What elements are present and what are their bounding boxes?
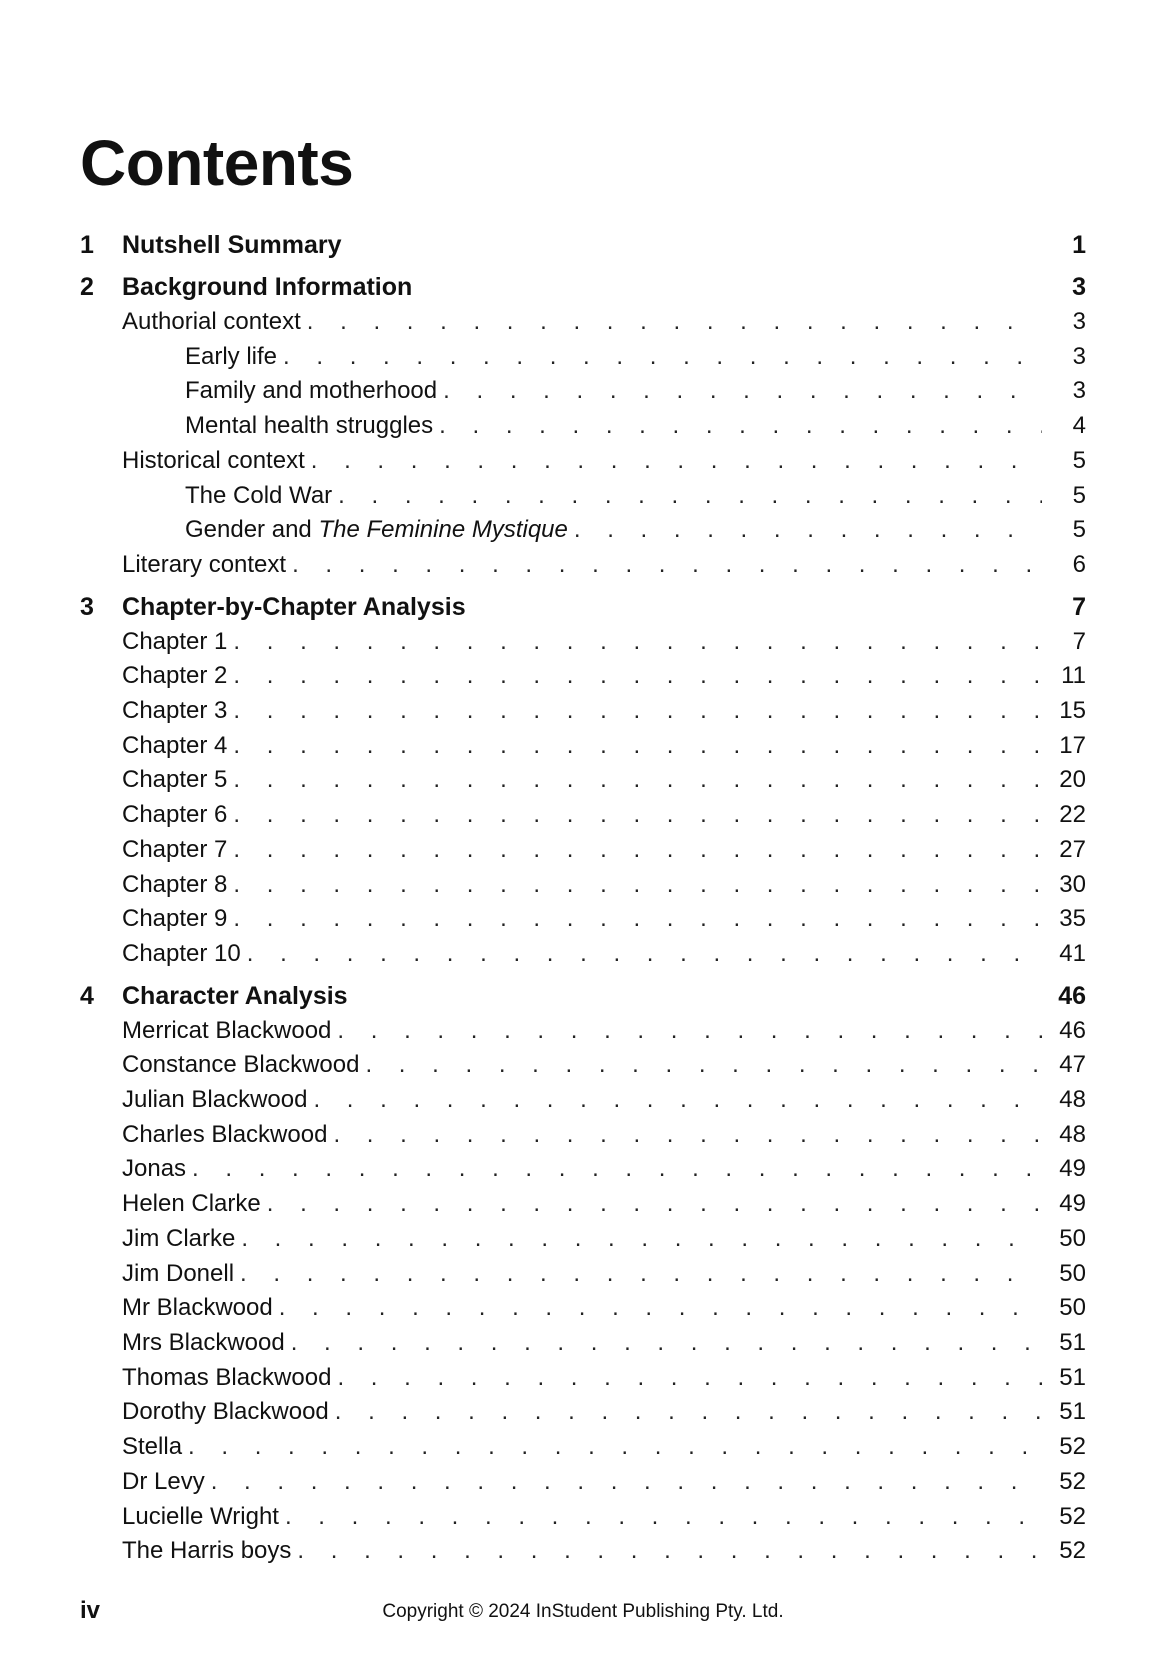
dot-leader [233, 798, 1042, 833]
toc-section-heading[interactable] [80, 590, 1086, 625]
entry-label-text: The Harris boys [122, 1537, 292, 1565]
entry-page-number: 3 [1072, 342, 1086, 370]
toc-entry[interactable] [80, 1465, 1086, 1500]
entry-label [122, 1430, 182, 1465]
entry-label-text: Jonas [122, 1155, 187, 1183]
dot-leader [192, 1152, 1042, 1187]
entry-label-text: Jim Donell [122, 1259, 235, 1287]
dot-leader [211, 1465, 1042, 1500]
entry-page-number: 35 [1059, 905, 1086, 933]
toc-entry[interactable] [80, 548, 1086, 583]
toc-entry[interactable] [80, 513, 1086, 548]
entry-page-number: 11 [1061, 662, 1086, 690]
entry-label [122, 625, 227, 660]
section-page-number: 7 [1072, 592, 1086, 621]
entry-label-text: Chapter 3 [122, 697, 228, 725]
entry-page-number: 7 [1072, 627, 1086, 655]
entry-label [122, 868, 227, 903]
entry-label-text: Chapter 2 [122, 662, 228, 690]
toc-entry[interactable] [80, 729, 1086, 764]
entry-label [122, 763, 227, 798]
dot-leader [188, 1430, 1042, 1465]
entry-label-text: Authorial context [122, 308, 301, 335]
entry-label-italic: The Feminine Mystique [318, 516, 568, 544]
dot-leader [311, 444, 1042, 479]
entry-label-text: Chapter 7 [122, 835, 228, 863]
page-folio: iv [80, 1597, 101, 1624]
entry-label [122, 1187, 261, 1222]
entry-label-text: Thomas Blackwood [122, 1363, 332, 1391]
entry-label-text: Family and motherhood [185, 377, 438, 405]
entry-label [122, 444, 305, 479]
entry-label [122, 1361, 331, 1396]
toc-entry[interactable] [80, 1395, 1086, 1430]
page-title: Contents [80, 127, 354, 199]
toc-section-heading[interactable] [80, 228, 1086, 263]
entry-label [122, 1291, 273, 1326]
entry-label [122, 1014, 331, 1049]
toc-entry[interactable] [80, 833, 1086, 868]
toc-entry[interactable] [80, 1291, 1086, 1326]
entry-label-text: Mental health struggles [185, 412, 434, 440]
entry-page-number: 17 [1059, 731, 1086, 759]
dot-leader [240, 1257, 1042, 1292]
entry-label-text: Constance Blackwood [122, 1051, 360, 1079]
entry-label [122, 1222, 235, 1257]
toc-entry[interactable] [80, 340, 1086, 375]
entry-label [122, 1083, 307, 1118]
toc-entry[interactable] [80, 1152, 1086, 1187]
entry-label [185, 513, 568, 548]
entry-label-text: Merricat Blackwood [122, 1016, 332, 1044]
entry-page-number: 46 [1059, 1016, 1086, 1044]
dot-leader [233, 833, 1042, 868]
toc-entry[interactable] [80, 763, 1086, 798]
entry-page-number: 51 [1059, 1328, 1086, 1356]
dot-leader [233, 659, 1042, 694]
entry-page-number: 52 [1059, 1467, 1086, 1495]
dot-leader [233, 868, 1042, 903]
toc-entry[interactable] [80, 868, 1086, 903]
entry-label [122, 1500, 279, 1535]
toc-entry[interactable] [80, 1083, 1086, 1118]
section-page-number: 1 [1072, 231, 1086, 259]
entry-page-number: 4 [1072, 412, 1086, 440]
entry-label-text: Lucielle Wright [122, 1502, 279, 1530]
entry-label-text: Mrs Blackwood [122, 1328, 285, 1356]
toc-section-heading[interactable] [80, 270, 1086, 305]
entry-page-number: 51 [1059, 1363, 1086, 1391]
section-page-number: 3 [1072, 273, 1086, 301]
entry-page-number: 52 [1059, 1537, 1086, 1565]
toc-entry[interactable] [80, 479, 1086, 514]
entry-label [122, 1465, 205, 1500]
toc-entry[interactable] [80, 1326, 1086, 1361]
section-number: 2 [80, 273, 94, 301]
entry-label [122, 729, 227, 764]
entry-label-text: Chapter 4 [122, 731, 228, 759]
entry-page-number: 3 [1072, 308, 1086, 335]
dot-leader [335, 1395, 1042, 1430]
entry-label [122, 937, 241, 972]
entry-label-text: The Cold War [185, 481, 333, 509]
entry-label [122, 1152, 186, 1187]
entry-label [122, 1257, 234, 1292]
entry-label [122, 1326, 285, 1361]
entry-page-number: 22 [1059, 801, 1086, 829]
toc-entry[interactable] [80, 1048, 1086, 1083]
dot-leader [443, 374, 1042, 409]
entry-page-number: 5 [1072, 446, 1086, 474]
entry-page-number: 47 [1059, 1051, 1086, 1079]
entry-label [122, 902, 227, 937]
dot-leader [337, 1361, 1042, 1396]
toc-entry[interactable] [80, 305, 1086, 340]
dot-leader [291, 1326, 1042, 1361]
toc-entry[interactable] [80, 1014, 1086, 1049]
entry-page-number: 49 [1059, 1190, 1086, 1218]
dot-leader [338, 479, 1042, 514]
dot-leader [365, 1048, 1042, 1083]
entry-label-text: Early life [185, 342, 278, 370]
entry-label [122, 305, 301, 340]
entry-label [122, 798, 227, 833]
entry-label-text: Chapter 5 [122, 766, 228, 794]
toc-entry[interactable] [80, 694, 1086, 729]
dot-leader [337, 1014, 1042, 1049]
entry-page-number: 5 [1072, 481, 1086, 509]
entry-label-text: Chapter 10 [122, 939, 241, 967]
entry-label [122, 833, 227, 868]
entry-label-text: Historical context [122, 446, 305, 474]
table-of-contents [80, 228, 1086, 1569]
entry-label [185, 479, 332, 514]
entry-label-text: Chapter 6 [122, 801, 228, 829]
entry-page-number: 49 [1059, 1155, 1086, 1183]
dot-leader [267, 1187, 1042, 1222]
toc-entry[interactable] [80, 1430, 1086, 1465]
entry-label [122, 1395, 329, 1430]
entry-page-number: 51 [1059, 1398, 1086, 1426]
toc-entry[interactable] [80, 1534, 1086, 1569]
page-footer [80, 1597, 1086, 1627]
toc-entry[interactable] [80, 1500, 1086, 1535]
toc-entry[interactable] [80, 625, 1086, 660]
dot-leader [292, 548, 1042, 583]
toc-entry[interactable] [80, 798, 1086, 833]
entry-page-number: 27 [1059, 835, 1086, 863]
toc-entry[interactable] [80, 1361, 1086, 1396]
entry-page-number: 48 [1059, 1120, 1086, 1148]
section-title: Nutshell Summary [122, 231, 342, 259]
entry-page-number: 48 [1059, 1086, 1086, 1114]
dot-leader [313, 1083, 1042, 1118]
dot-leader [233, 902, 1042, 937]
entry-label-text: Chapter 1 [122, 627, 228, 655]
entry-page-number: 15 [1059, 697, 1086, 725]
entry-page-number: 3 [1072, 377, 1086, 405]
entry-page-number: 52 [1059, 1433, 1086, 1461]
entry-label-text: Gender and [185, 516, 319, 544]
entry-label [122, 548, 286, 583]
toc-entry[interactable] [80, 1257, 1086, 1292]
dot-leader [233, 625, 1042, 660]
section-number: 1 [80, 231, 94, 259]
entry-label-text: Chapter 8 [122, 870, 228, 898]
entry-label [185, 409, 433, 444]
entry-page-number: 52 [1059, 1502, 1086, 1530]
entry-label [185, 340, 277, 375]
section-number: 3 [80, 592, 94, 621]
entry-label-text: Chapter 9 [122, 905, 228, 933]
dot-leader [333, 1118, 1042, 1153]
entry-page-number: 5 [1072, 516, 1086, 544]
entry-page-number: 20 [1059, 766, 1086, 794]
entry-label [185, 374, 437, 409]
entry-label [122, 1534, 291, 1569]
dot-leader [285, 1500, 1042, 1535]
entry-label-text: Jim Clarke [122, 1224, 236, 1252]
section-title: Background Information [122, 273, 413, 301]
entry-page-number: 41 [1059, 939, 1086, 967]
entry-label [122, 694, 227, 729]
dot-leader [279, 1291, 1042, 1326]
toc-entry[interactable] [80, 409, 1086, 444]
toc-entry[interactable] [80, 902, 1086, 937]
entry-label-text: Charles Blackwood [122, 1120, 328, 1148]
dot-leader [233, 694, 1042, 729]
entry-label-text: Stella [122, 1433, 183, 1461]
dot-leader [297, 1534, 1042, 1569]
entry-label-text: Literary context [122, 550, 287, 578]
toc-entry[interactable] [80, 1187, 1086, 1222]
section-page-number: 46 [1058, 981, 1086, 1010]
dot-leader [233, 763, 1042, 798]
toc-entry[interactable] [80, 1222, 1086, 1257]
entry-label [122, 1048, 359, 1083]
entry-page-number: 50 [1059, 1224, 1086, 1252]
entry-label [122, 659, 227, 694]
toc-entry[interactable] [80, 1118, 1086, 1153]
toc-entry[interactable] [80, 659, 1086, 694]
entry-label-text: Julian Blackwood [122, 1086, 308, 1114]
entry-label-text: Dorothy Blackwood [122, 1398, 329, 1426]
toc-section-heading[interactable] [80, 979, 1086, 1014]
copyright-notice: Copyright © 2024 InStudent Publishing Pty. Ltd. [382, 1601, 784, 1622]
entry-label [122, 1118, 327, 1153]
entry-label-text: Dr Levy [122, 1467, 205, 1495]
entry-label-text: Helen Clarke [122, 1190, 261, 1218]
dot-leader [283, 340, 1042, 375]
toc-entry[interactable] [80, 937, 1086, 972]
entry-page-number: 50 [1059, 1259, 1086, 1287]
dot-leader [439, 409, 1042, 444]
dot-leader [574, 513, 1042, 548]
entry-label-text: Mr Blackwood [122, 1294, 273, 1322]
dot-leader [247, 937, 1042, 972]
section-number: 4 [80, 981, 94, 1010]
dot-leader [233, 729, 1042, 764]
section-title: Chapter-by-Chapter Analysis [122, 592, 466, 621]
entry-page-number: 50 [1059, 1294, 1086, 1322]
dot-leader [307, 305, 1042, 340]
toc-entry[interactable] [80, 374, 1086, 409]
entry-page-number: 6 [1072, 550, 1086, 578]
toc-entry[interactable] [80, 444, 1086, 479]
entry-page-number: 30 [1059, 870, 1086, 898]
section-title: Character Analysis [122, 981, 348, 1010]
dot-leader [241, 1222, 1042, 1257]
